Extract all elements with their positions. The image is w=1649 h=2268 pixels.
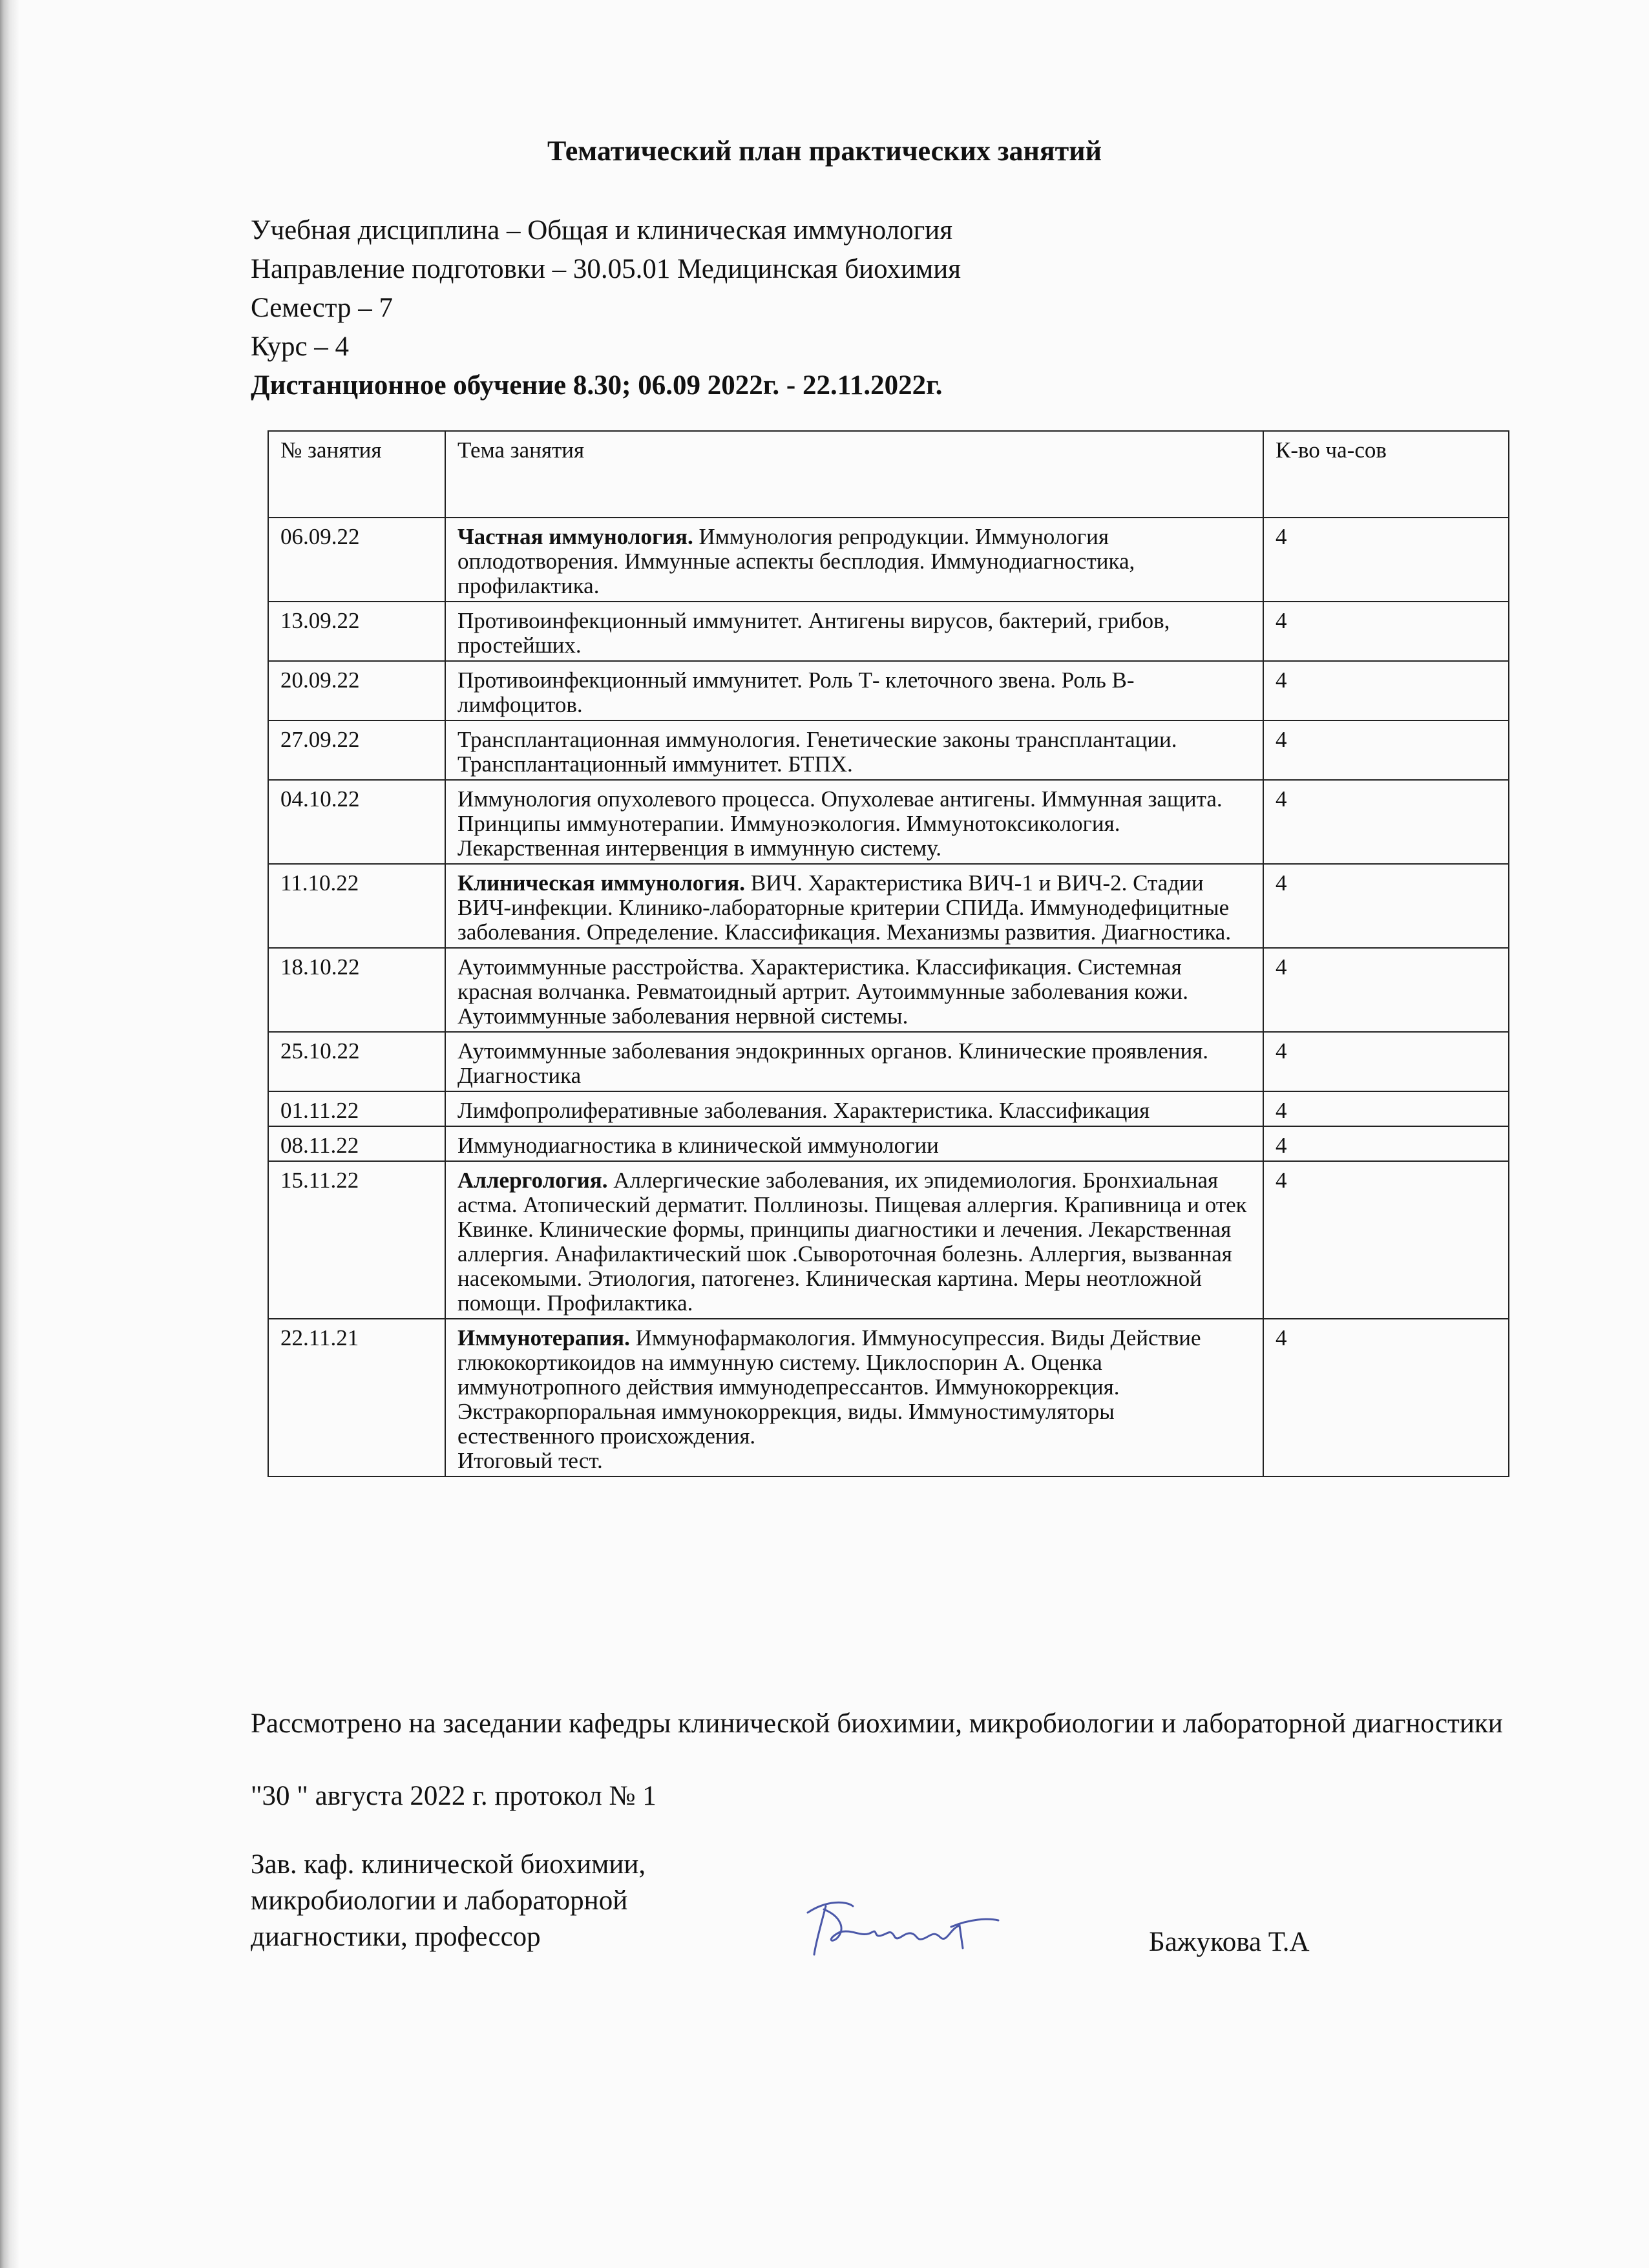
lesson-date: 08.11.22 (268, 1126, 445, 1161)
lesson-hours: 4 (1263, 661, 1509, 720)
distance-line: Дистанционное обучение 8.30; 06.09 2022г. - 22.11.2022г. (251, 370, 943, 401)
lesson-topic (445, 661, 1263, 720)
lesson-date: 11.10.22 (268, 864, 445, 948)
topic-section-title: Клиническая иммунология. (457, 870, 746, 896)
table-row (268, 1161, 1509, 1319)
protocol-text: "30 " августа 2022 г. протокол № 1 (251, 1781, 656, 1811)
topic-section-title: Частная иммунология. (457, 524, 693, 549)
lesson-date: 18.10.22 (268, 948, 445, 1032)
position-line: Зав. каф. клинической биохимии, (251, 1849, 646, 1880)
topic-text: Иммунофармакология. Иммуносупрессия. Виды Действие глюкокортикоидов на иммунную систему. Циклоспорин А. Оценка иммунотропного действия иммунодепрессантов. Иммунокоррекция. Экстракорпоральная иммунокоррекция, виды. Иммуностимуляторы естественного происхождения. (457, 1325, 1201, 1449)
lesson-date: 13.09.22 (268, 602, 445, 661)
lesson-date: 22.11.21 (268, 1319, 445, 1476)
lesson-date: 27.09.22 (268, 720, 445, 780)
topic-text: Аутоиммунные заболевания эндокринных органов. Клинические проявления. Диагностика (457, 1038, 1209, 1088)
lesson-topic (445, 720, 1263, 780)
column-header-topic: Тема занятия (445, 431, 1263, 518)
topic-text: Трансплантационная иммунология. Генетические законы трансплантации. Трансплантационный иммунитет. БТПХ. (457, 727, 1177, 777)
lesson-date: 20.09.22 (268, 661, 445, 720)
scan-edge (0, 0, 19, 2268)
table-header-row (268, 431, 1509, 518)
lesson-hours: 4 (1263, 864, 1509, 948)
lesson-hours: 4 (1263, 1161, 1509, 1319)
lesson-topic (445, 780, 1263, 864)
lesson-date: 01.11.22 (268, 1091, 445, 1126)
table-row (268, 1319, 1509, 1476)
course-line: Курс – 4 (251, 331, 350, 362)
lesson-date: 04.10.22 (268, 780, 445, 864)
table-row (268, 661, 1509, 720)
position-line: микробиологии и лабораторной (251, 1885, 628, 1916)
lesson-date: 06.09.22 (268, 518, 445, 602)
head-name: Бажукова Т.А (1149, 1927, 1310, 1957)
lesson-topic (445, 864, 1263, 948)
table-row (268, 948, 1509, 1032)
head-position (251, 1847, 646, 1955)
lesson-hours: 4 (1263, 948, 1509, 1032)
topic-text: Иммунодиагностика в клинической иммунологии (457, 1133, 939, 1158)
lesson-hours: 4 (1263, 720, 1509, 780)
lesson-topic (445, 1319, 1263, 1476)
handwritten-signature (801, 1893, 1014, 1958)
position-line: диагностики, профессор (251, 1922, 541, 1952)
topic-text: Аллергические заболевания, их эпидемиология. Бронхиальная астма. Атопический дерматит. Поллинозы. Пищевая аллергия. Крапивница и отек Квинке. Клинические формы, принципы диагностики и лечения. Лекарственная аллергия. Анафилактический шок .Сывороточная болезнь. Аллергия, вызванная насекомыми. Этиология, патогенез. Клиническая картина. Меры неотложной помощи. Профилактика. (457, 1168, 1247, 1316)
lesson-date: 25.10.22 (268, 1032, 445, 1091)
table-row (268, 1091, 1509, 1126)
lesson-hours: 4 (1263, 518, 1509, 602)
topic-text: Аутоиммунные расстройства. Характеристика. Классификация. Системная красная волчанка. Ревматоидный артрит. Аутоиммунные заболевания кожи. Аутоиммунные заболевания нервной системы. (457, 954, 1188, 1029)
topic-section-title: Иммунотерапия. (457, 1325, 630, 1350)
topic-section-title: Аллергология. (457, 1168, 608, 1193)
topic-text: Лимфопролиферативные заболевания. Характеристика. Классификация (457, 1098, 1150, 1123)
table-row (268, 780, 1509, 864)
lesson-hours: 4 (1263, 602, 1509, 661)
table-row (268, 1126, 1509, 1161)
topic-extra: Итоговый тест. (457, 1448, 603, 1473)
discipline-line: Учебная дисциплина – Общая и клиническая иммунология (251, 215, 953, 246)
table-row (268, 1032, 1509, 1091)
topic-text: Противоинфекционный иммунитет. Роль Т- клеточного звена. Роль В-лимфоцитов. (457, 667, 1135, 717)
column-header-hours: К-во ча-сов (1263, 431, 1509, 518)
lesson-topic (445, 602, 1263, 661)
lesson-topic (445, 1126, 1263, 1161)
topic-text: ВИЧ. Характеристика ВИЧ-1 и ВИЧ-2. Стадии ВИЧ-инфекции. Клинико-лабораторные критерии СПИДа. Иммунодефицитные заболевания. Определение. Классификация. Механизмы развития. Диагностика. (457, 870, 1232, 945)
semester-line: Семестр – 7 (251, 293, 394, 323)
page-title: Тематический план практических занятий (547, 135, 1102, 167)
lesson-topic (445, 518, 1263, 602)
lesson-plan-table (268, 430, 1509, 1477)
topic-text: Иммунология репродукции. Иммунология оплодотворения. Иммунные аспекты бесплодия. Иммунодиагностика, профилактика. (457, 524, 1135, 598)
lesson-date: 15.11.22 (268, 1161, 445, 1319)
table-row (268, 720, 1509, 780)
lesson-hours: 4 (1263, 1319, 1509, 1476)
lesson-topic (445, 1091, 1263, 1126)
reviewed-text: Рассмотрено на заседании кафедры клинической биохимии, микробиологии и лабораторной диагностики (251, 1708, 1503, 1739)
lesson-topic (445, 1161, 1263, 1319)
direction-line: Направление подготовки – 30.05.01 Медицинская биохимия (251, 254, 961, 284)
table-row (268, 864, 1509, 948)
lesson-topic (445, 948, 1263, 1032)
lesson-hours: 4 (1263, 1126, 1509, 1161)
lesson-topic (445, 1032, 1263, 1091)
table-row (268, 602, 1509, 661)
table-row (268, 518, 1509, 602)
lesson-hours: 4 (1263, 1091, 1509, 1126)
topic-text: Противоинфекционный иммунитет. Антигены вирусов, бактерий, грибов, простейших. (457, 608, 1170, 658)
column-header-number: № занятия (268, 431, 445, 518)
topic-text: Иммунология опухолевого процесса. Опухолевае антигены. Иммунная защита. Принципы иммунотерапии. Иммуноэкология. Иммунотоксикология. Лекарственная интервенция в иммунную систему. (457, 786, 1223, 861)
lesson-hours: 4 (1263, 780, 1509, 864)
lesson-hours: 4 (1263, 1032, 1509, 1091)
